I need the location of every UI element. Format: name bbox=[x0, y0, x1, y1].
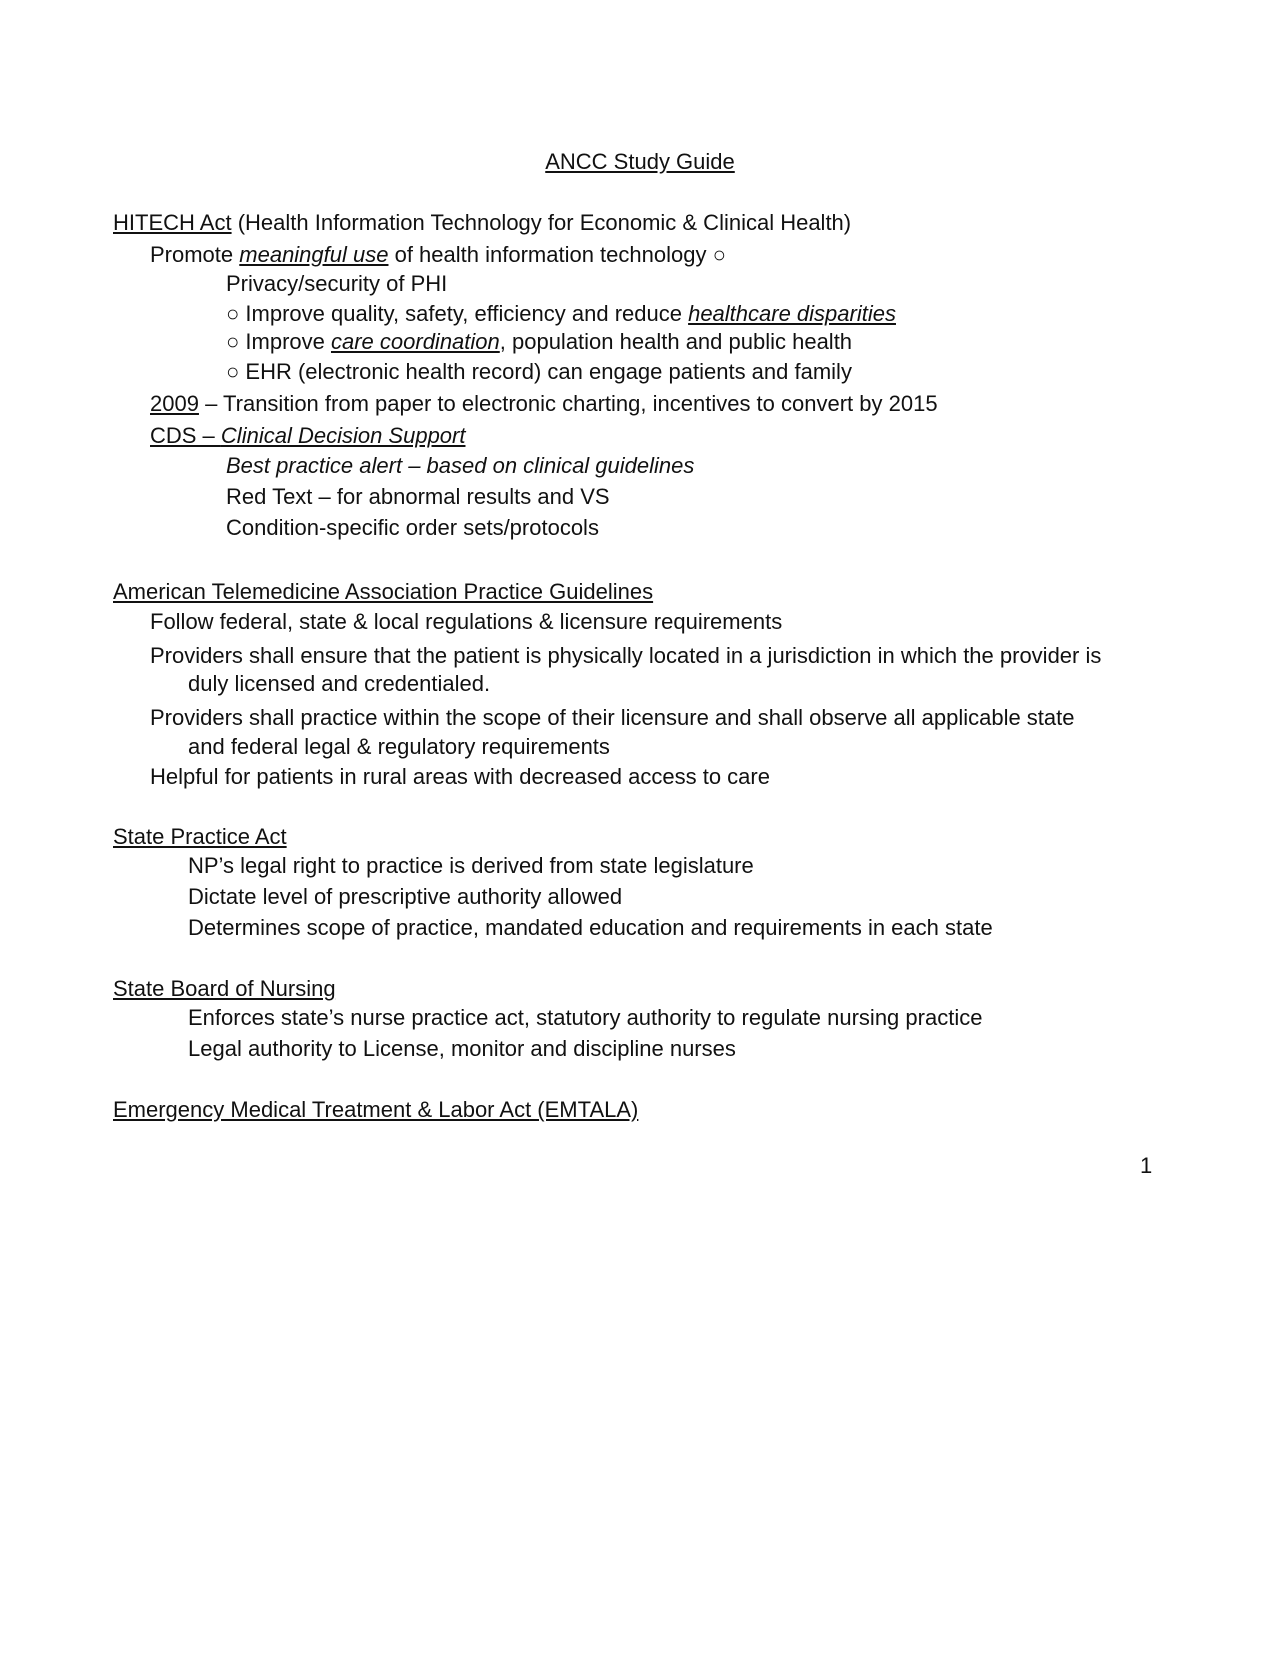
healthcare-disparities-term: healthcare disparities bbox=[688, 301, 896, 326]
hitech-heading-line bbox=[113, 209, 851, 237]
hitech-quality-line bbox=[226, 300, 896, 328]
cds-pre: CDS – bbox=[150, 423, 221, 448]
hitech-heading: HITECH Act bbox=[113, 210, 232, 235]
sbn-item-1: Enforces state’s nurse practice act, statutory authority to regulate nursing practice bbox=[188, 1005, 983, 1030]
ata-item-2-line-1: Providers shall ensure that the patient is physically located in a jurisdiction in which the provider is bbox=[150, 643, 1102, 668]
hitech-cds-line bbox=[150, 422, 465, 450]
hitech-promote-line bbox=[150, 241, 726, 269]
coord-post: , population health and public health bbox=[499, 329, 853, 354]
promote-pre: Promote bbox=[150, 242, 240, 267]
cds-order-sets: Condition-specific order sets/protocols bbox=[226, 515, 599, 540]
ata-item-1: Follow federal, state & local regulations & licensure requirements bbox=[150, 609, 783, 634]
hitech-privacy-line: Privacy/security of PHI bbox=[226, 271, 448, 296]
year-2009: 2009 bbox=[150, 391, 199, 416]
spa-heading: State Practice Act bbox=[113, 824, 287, 849]
spa-item-1: NP’s legal right to practice is derived from state legislature bbox=[188, 853, 754, 878]
hitech-2009-line bbox=[150, 390, 938, 418]
page-title: ANCC Study Guide bbox=[545, 149, 735, 174]
hitech-ehr-line: ○ EHR (electronic health record) can engage patients and family bbox=[226, 359, 852, 384]
hitech-coordination-line bbox=[226, 328, 852, 356]
ata-item-2-line-2: duly licensed and credentialed. bbox=[188, 671, 491, 696]
spa-item-2: Dictate level of prescriptive authority allowed bbox=[188, 884, 623, 909]
cds-best-practice-alert: Best practice alert – based on clinical guidelines bbox=[226, 453, 695, 478]
cds-term: Clinical Decision Support bbox=[220, 423, 466, 448]
year-2009-rest: – Transition from paper to electronic charting, incentives to convert by 2015 bbox=[198, 391, 938, 416]
promote-post: of health information technology ○ bbox=[388, 242, 726, 267]
hitech-heading-rest: (Health Information Technology for Economic & Clinical Health) bbox=[231, 210, 852, 235]
page-number: 1 bbox=[1140, 1153, 1153, 1178]
ata-item-3-line-2: and federal legal & regulatory requirements bbox=[188, 734, 610, 759]
ata-heading: American Telemedicine Association Practice Guidelines bbox=[113, 579, 654, 604]
coord-pre: ○ Improve bbox=[226, 329, 331, 354]
meaningful-use-term: meaningful use bbox=[239, 242, 389, 267]
sbn-heading: State Board of Nursing bbox=[113, 976, 336, 1001]
emtala-heading: Emergency Medical Treatment & Labor Act (EMTALA) bbox=[113, 1097, 639, 1122]
care-coordination-term: care coordination bbox=[330, 329, 500, 354]
sbn-item-2: Legal authority to License, monitor and discipline nurses bbox=[188, 1036, 736, 1061]
spa-item-3: Determines scope of practice, mandated education and requirements in each state bbox=[188, 915, 993, 940]
ata-item-3-line-1: Providers shall practice within the scope of their licensure and shall observe all applicable state bbox=[150, 705, 1075, 730]
cds-red-text: Red Text – for abnormal results and VS bbox=[226, 484, 610, 509]
ata-item-4: Helpful for patients in rural areas with decreased access to care bbox=[150, 764, 770, 789]
quality-pre: ○ Improve quality, safety, efficiency and reduce bbox=[226, 301, 689, 326]
